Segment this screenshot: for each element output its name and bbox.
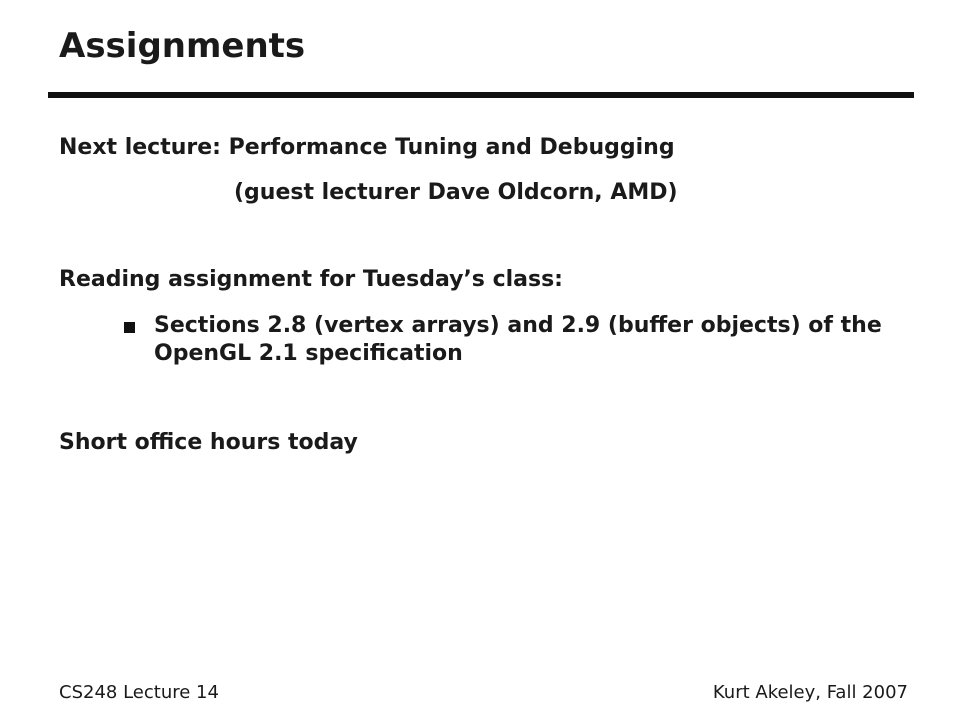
guest-lecturer-line: (guest lecturer Dave Oldcorn, AMD) [234,180,678,205]
slide-title: Assignments [59,26,306,66]
title-rule [48,92,914,98]
next-lecture-line: Next lecture: Performance Tuning and Debugging [59,135,675,160]
bullet-square-icon [124,322,135,333]
footer-course: CS248 Lecture 14 [59,682,219,703]
bullet-text: Sections 2.8 (vertex arrays) and 2.9 (buffer objects) of the OpenGL 2.1 specification [154,313,882,366]
footer-author: Kurt Akeley, Fall 2007 [712,682,908,703]
reading-assignment-line: Reading assignment for Tuesday’s class: [59,267,563,292]
office-hours-line: Short office hours today [59,430,358,455]
